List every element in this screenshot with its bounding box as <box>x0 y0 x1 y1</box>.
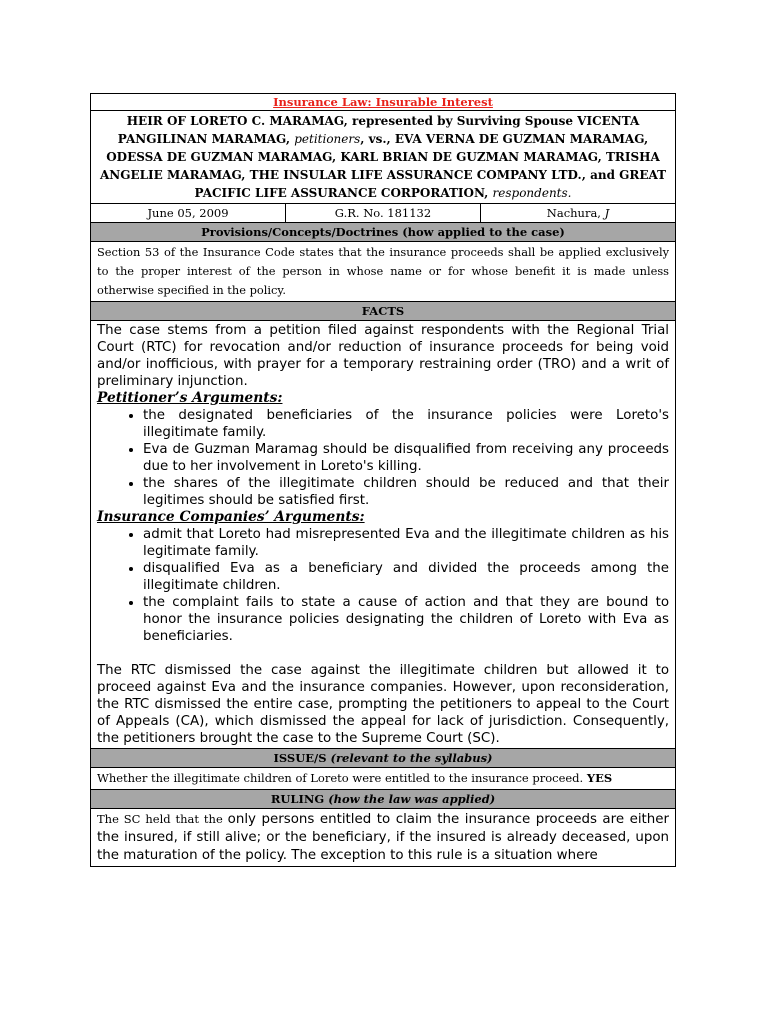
issue-question: Whether the illegitimate children of Loreto were entitled to the insurance proceed. <box>97 771 587 785</box>
paragraph-spacer <box>97 645 669 662</box>
ponente <box>481 204 676 223</box>
list-item: • Eva de Guzman Maramag should be disqualified from receiving any proceeds due to her involvement in Loreto's killing. <box>143 441 669 475</box>
issue-text <box>91 768 676 790</box>
petitioner-arguments-heading: Petitioner’s Arguments: <box>97 390 283 406</box>
provisions-heading: Provisions/Concepts/Doctrines (how applied to the case) <box>91 223 676 242</box>
respondent-names: EVA VERNA DE GUZMAN MARAMAG, ODESSA DE GUZMAN MARAMAG, KARL BRIAN DE GUZMAN MARAMAG, TRISHA ANGELIE MARAMAG, THE INSULAR LIFE ASSURANCE COMPANY LTD., and GREAT PACIFIC LIFE ASSURANCE CORPORATION, <box>99 132 667 200</box>
list-item: • disqualified Eva as a beneficiary and divided the proceeds among the illegitimate children. <box>143 560 669 594</box>
case-digest-table <box>90 93 676 867</box>
issue-heading <box>91 749 676 768</box>
ruling-lead: The SC held that the <box>97 812 228 826</box>
petitioners-label: petitioners <box>294 132 361 146</box>
issue-heading-main: ISSUE/S <box>273 751 331 765</box>
facts-intro: The case stems from a petition filed against respondents with the Regional Trial Court (RTC) for revocation and/or reduction of insurance proceeds for being void and/or inofficious, with prayer for a temporary restraining order (TRO) and a writ of preliminary injunction. <box>97 323 670 389</box>
title-cell <box>91 94 676 111</box>
facts-heading: FACTS <box>91 302 676 321</box>
ruling-text <box>91 809 676 867</box>
doc-title: Insurance Law: Insurable Interest <box>273 95 493 109</box>
ruling-heading <box>91 790 676 809</box>
list-item: • the complaint fails to state a cause of action and that they are bound to honor the insurance policies designating the children of Loreto with Eva as beneficiaries. <box>143 594 669 645</box>
versus-label: , vs., <box>360 132 395 146</box>
issue-heading-note: (relevant to the syllabus) <box>330 751 493 765</box>
ruling-heading-note: (how the law was applied) <box>328 792 496 806</box>
insurer-arguments-heading: Insurance Companies’ Arguments: <box>97 509 365 525</box>
ponente-suffix: J <box>604 206 610 220</box>
list-item: • admit that Loreto had misrepresented Eva and the illegitimate children as his legitimate family. <box>143 526 669 560</box>
list-item: • the designated beneficiaries of the insurance policies were Loreto's illegitimate family. <box>143 407 669 441</box>
case-parties <box>91 111 676 204</box>
decision-date: June 05, 2009 <box>91 204 286 223</box>
petitioner-arguments-list <box>97 407 669 509</box>
facts-body <box>91 321 676 749</box>
facts-conclusion: The RTC dismissed the case against the illegitimate children but allowed it to proceed against Eva and the insurance companies. However, upon reconsideration, the RTC dismissed the entire case, prompting the petitioners to appeal to the Court of Appeals (CA), which dismissed the appeal for lack of jurisdiction. Consequently, the petitioners brought the case to the Supreme Court (SC). <box>97 663 670 746</box>
gr-number: G.R. No. 181132 <box>286 204 481 223</box>
ruling-body: only persons entitled to claim the insurance proceeds are either the insured, if still alive; or the beneficiary, if the insured is already deceased, upon the maturation of the policy. The exception to this rule is a situation where <box>97 812 670 863</box>
respondents-label: respondents. <box>492 186 572 200</box>
provisions-text: Section 53 of the Insurance Code states that the insurance proceeds shall be applied exclusively to the proper interest of the person in whose name or for whose benefit it is made unless otherwise specified in the policy. <box>91 242 676 302</box>
insurer-arguments-list <box>97 526 669 645</box>
petitioner-names: HEIR OF LORETO C. MARAMAG, represented by Surviving Spouse VICENTA PANGILINAN MARAMAG, <box>117 114 640 146</box>
list-item: • the shares of the illegitimate children should be reduced and that their legitimes should be satisfied first. <box>143 475 669 509</box>
ruling-heading-main: RULING <box>270 792 329 806</box>
ponente-name: Nachura, <box>546 206 605 220</box>
issue-answer: YES <box>586 771 613 785</box>
